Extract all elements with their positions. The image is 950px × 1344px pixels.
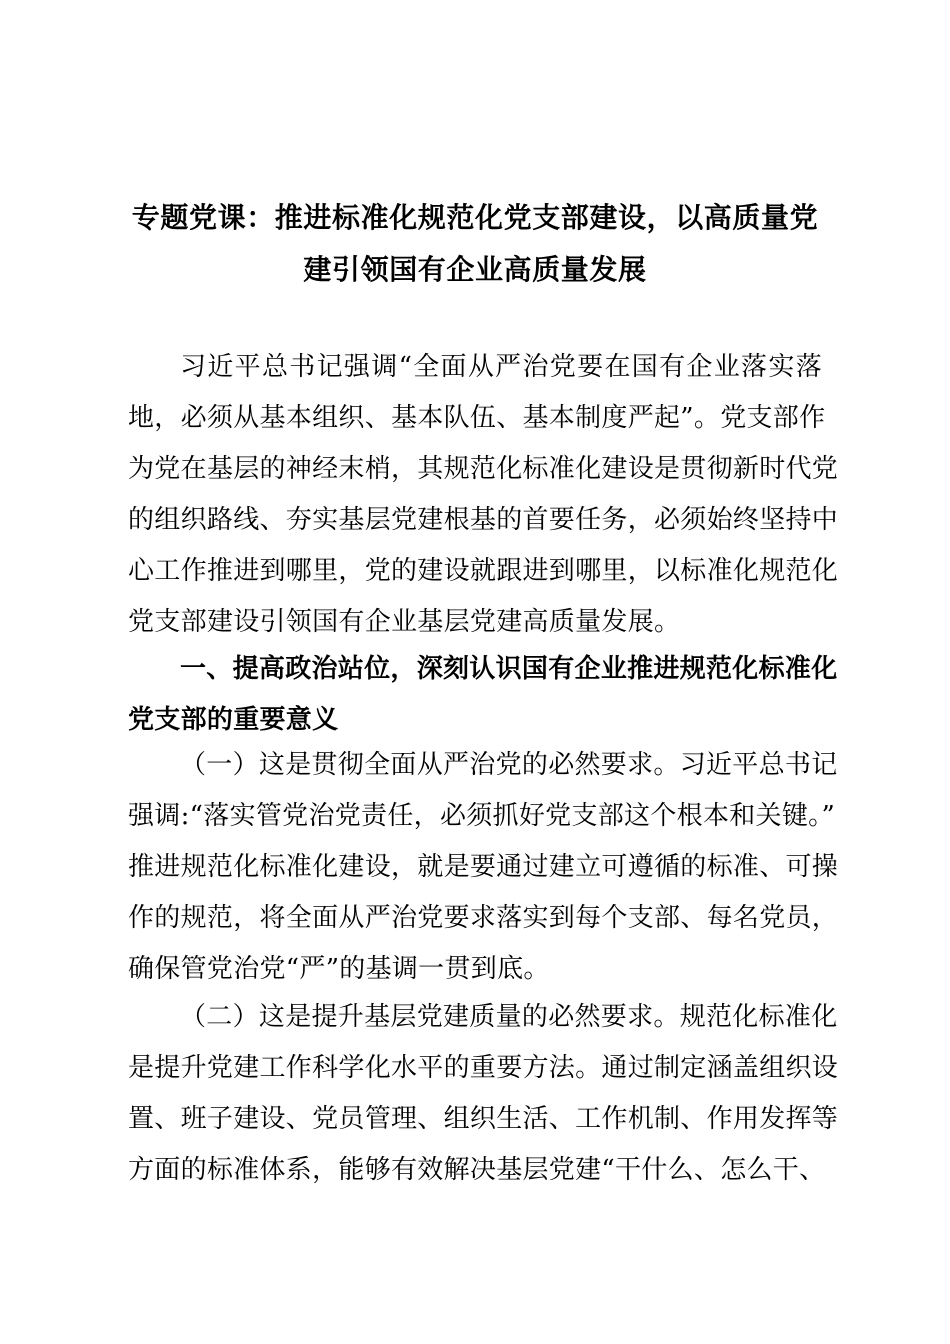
paragraph-line: 习近平总书记强调“全面从严治党要在国有企业落实落 <box>180 352 822 382</box>
paragraph-line: 置、班子建设、党员管理、组织生活、工作机制、作用发挥等 <box>128 1104 839 1134</box>
paragraph-line: 心工作推进到哪里，党的建设就跟进到哪里，以标准化规范化 <box>128 556 839 586</box>
subsection-paragraph-1 <box>128 740 839 995</box>
title-line: 建引领国有企业高质量发展 <box>303 253 647 286</box>
paragraph-line: 党支部建设引领国有企业基层党建高质量发展。 <box>128 607 681 637</box>
subsection-paragraph-2 <box>128 992 839 1196</box>
paragraph-line: 确保管党治党“严”的基调一贯到底。 <box>128 954 550 984</box>
paragraph-line: 作的规范，将全面从严治党要求落实到每个支部、每名党员， <box>128 903 839 933</box>
paragraph-line: 为党在基层的神经末梢，其规范化标准化建设是贯彻新时代党 <box>128 454 839 484</box>
paragraph-line: （二）这是提升基层党建质量的必然要求。规范化标准化 <box>180 1002 838 1032</box>
heading-line: 党支部的重要意义 <box>128 705 339 735</box>
paragraph-line: 强调:“落实管党治党责任，必须抓好党支部这个根本和关键。” <box>128 801 836 831</box>
paragraph-line: （一）这是贯彻全面从严治党的必然要求。习近平总书记 <box>180 750 838 780</box>
paragraph-line: 方面的标准体系，能够有效解决基层党建“干什么、怎么干、 <box>128 1155 826 1185</box>
paragraph-line: 推进规范化标准化建设，就是要通过建立可遵循的标准、可操 <box>128 852 839 882</box>
intro-paragraph <box>128 342 839 648</box>
paragraph-line: 地，必须从基本组织、基本队伍、基本制度严起”。党支部作 <box>128 403 826 433</box>
section-heading <box>128 644 838 746</box>
document-title <box>128 192 822 296</box>
heading-line: 一、提高政治站位，深刻认识国有企业推进规范化标准化 <box>180 654 838 684</box>
paragraph-line: 的组织路线、夯实基层党建根基的首要任务，必须始终坚持中 <box>128 505 839 535</box>
title-line: 专题党课：推进标准化规范化党支部建设，以高质量党 <box>131 201 819 234</box>
paragraph-line: 是提升党建工作科学化水平的重要方法。通过制定涵盖组织设 <box>128 1053 839 1083</box>
